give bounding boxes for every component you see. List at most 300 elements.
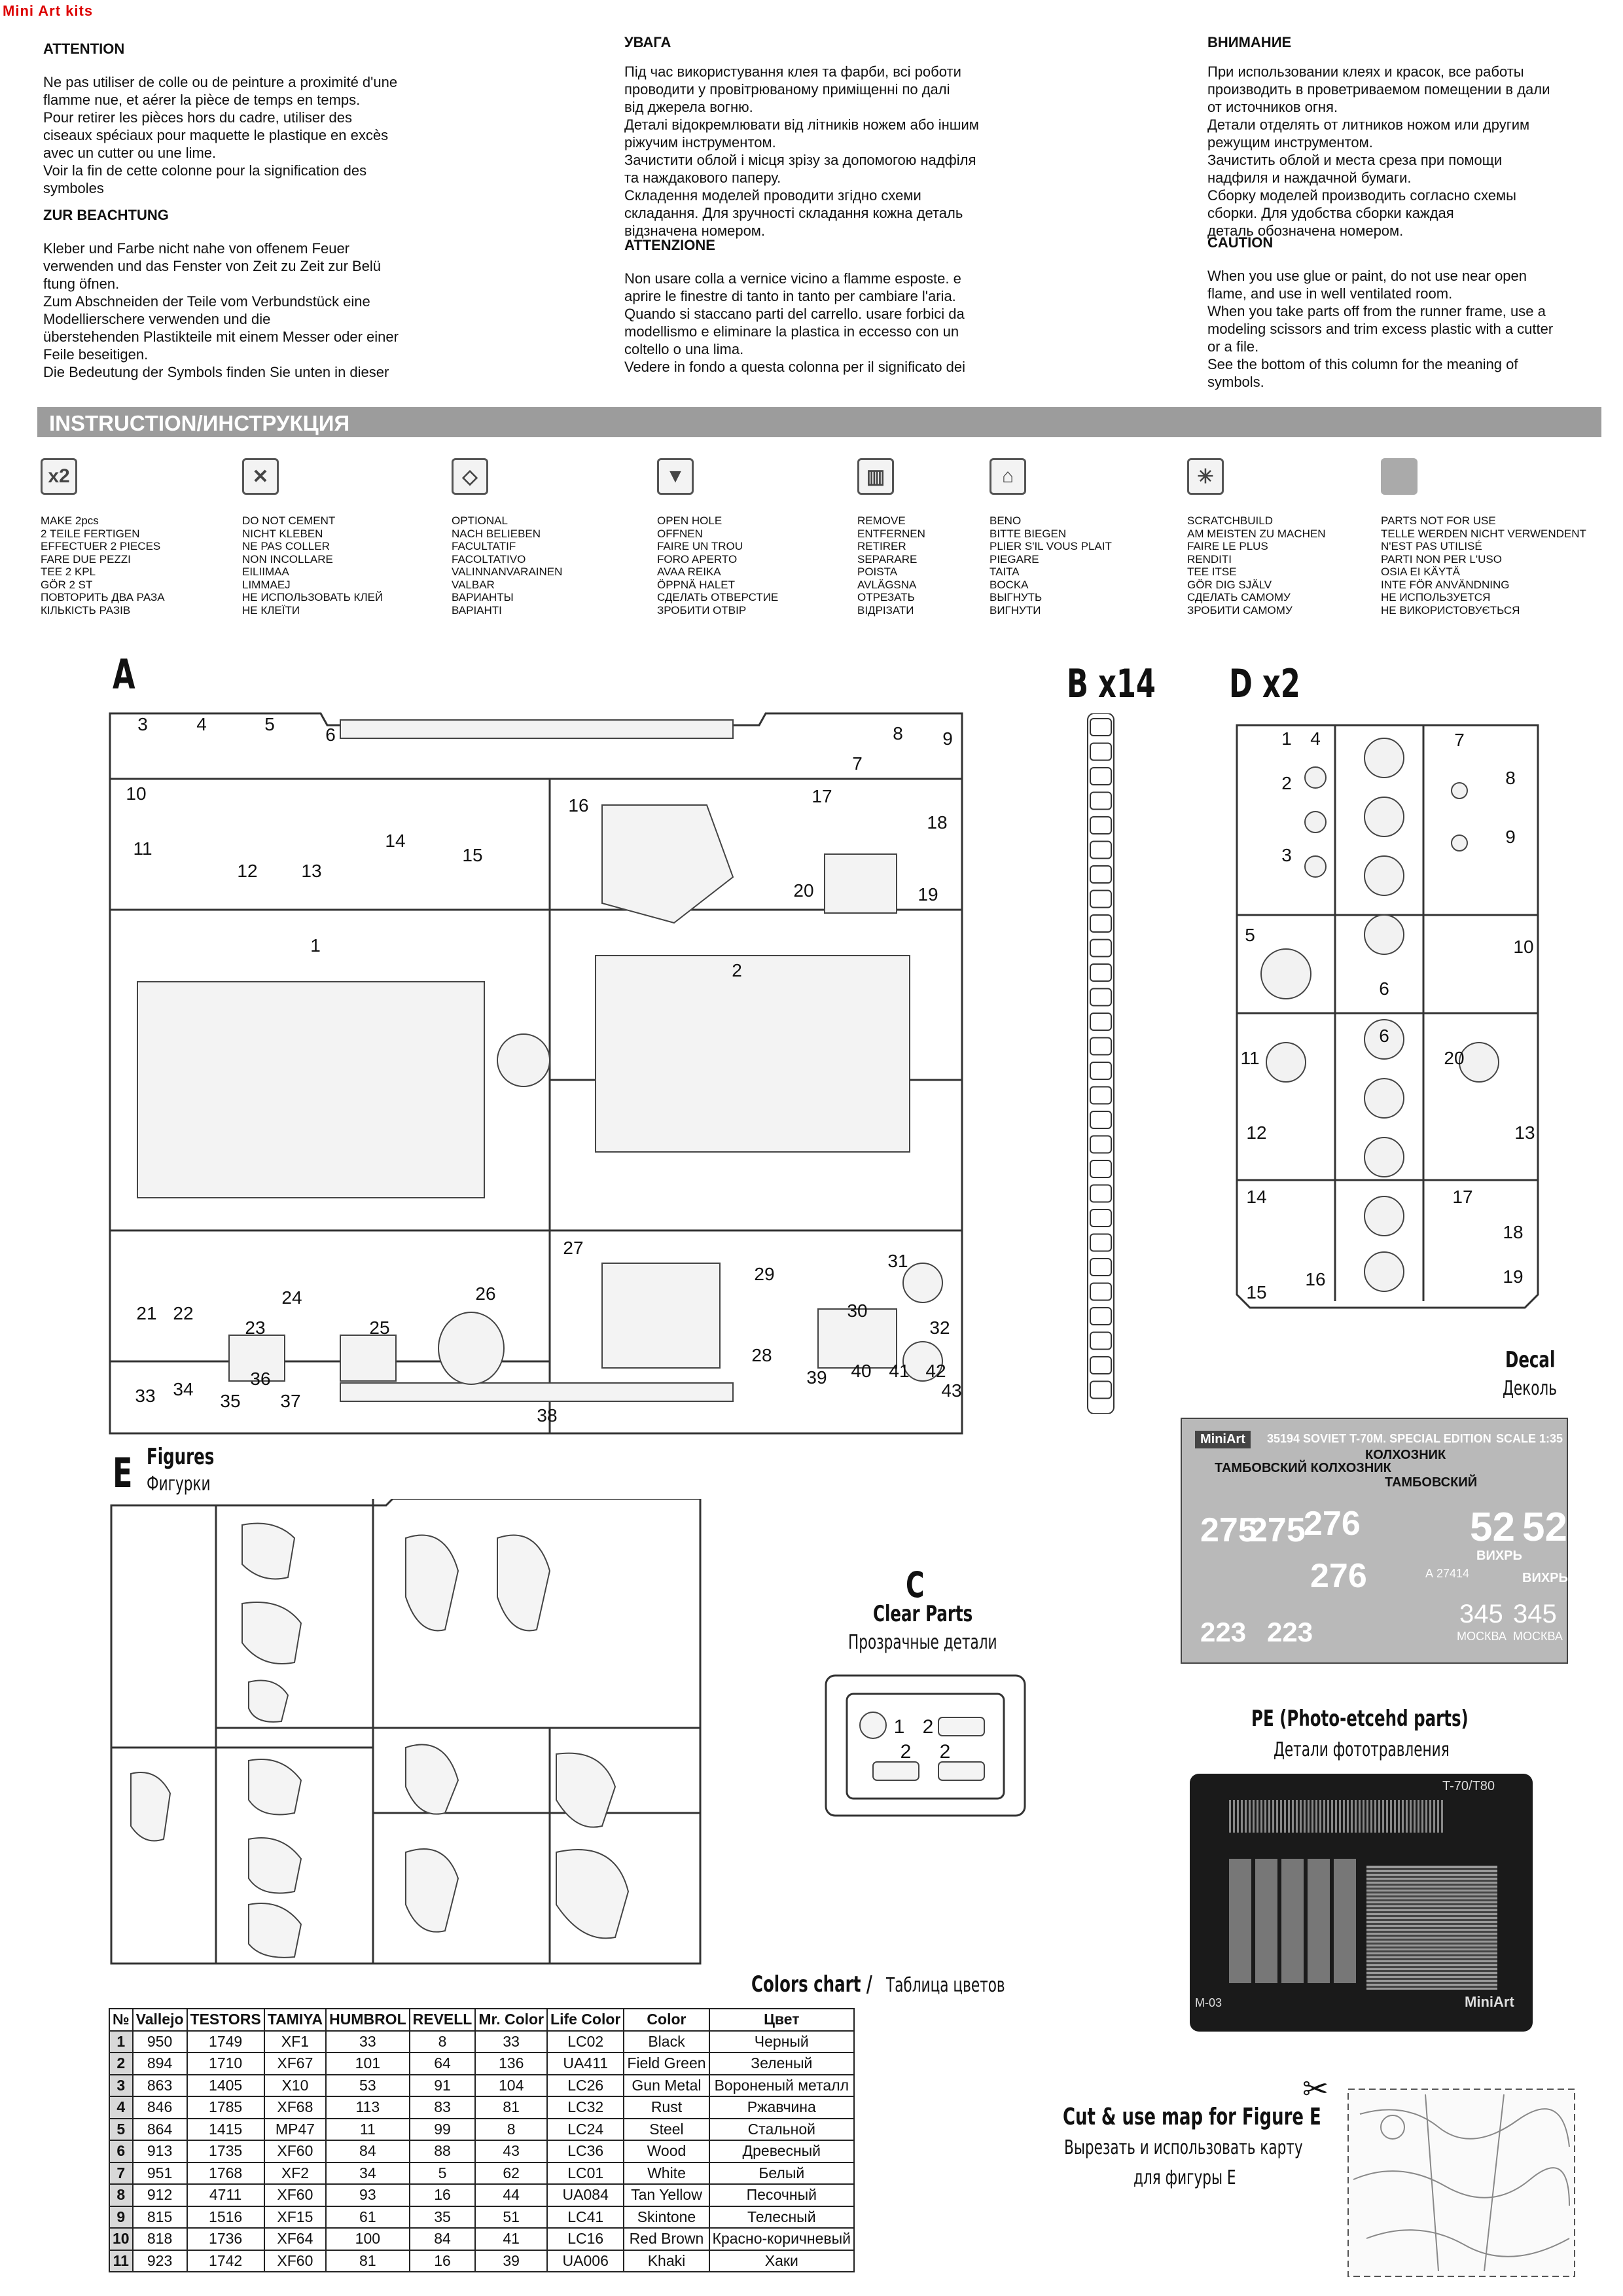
table-cell: 33 xyxy=(326,2031,410,2053)
table-cell: 1736 xyxy=(187,2228,264,2250)
part-number: 3 xyxy=(1281,845,1292,865)
part-number: 6 xyxy=(1379,1026,1389,1046)
instruction-bar-label: INSTRUCTION/ИНСТРУКЦИЯ xyxy=(49,411,350,435)
part-number: 32 xyxy=(929,1318,950,1338)
decal-marking: 52 xyxy=(1470,1505,1515,1550)
symbol-text: SCRATCHBUILD AM MEISTEN ZU MACHEN FAIRE LE PLUS RENDITI TEE ITSE GÖR DIG SJÄLV СДЕЛАТЬ САМОМУ ЗРОБИТИ САМОМУ xyxy=(1187,514,1326,617)
table-cell: 64 xyxy=(410,2053,476,2075)
sprue-d-label: D x2 xyxy=(1229,661,1300,707)
part-a25 xyxy=(340,1335,396,1381)
table-cell: 16 xyxy=(410,2250,476,2272)
table-cell: 863 xyxy=(133,2075,187,2097)
part-a38 xyxy=(340,1383,733,1401)
part-number: 31 xyxy=(887,1251,908,1271)
part-number: 2 xyxy=(922,1716,934,1738)
note-title: ZUR BEACHTUNG xyxy=(43,207,169,223)
pe-strips xyxy=(1229,1859,1360,1983)
table-cell: Wood xyxy=(624,2140,709,2162)
decal-marking: МОСКВА xyxy=(1457,1630,1507,1643)
note-zur-beachtung xyxy=(43,207,462,381)
column-header: Life Color xyxy=(547,2009,624,2031)
cut-map-image xyxy=(1347,2088,1576,2278)
part-number: 36 xyxy=(250,1369,271,1389)
part-number: 30 xyxy=(847,1300,868,1321)
track-link xyxy=(1090,1185,1111,1202)
decal-marking: 223 xyxy=(1267,1617,1313,1647)
table-cell: Вороненый металл xyxy=(709,2075,854,2097)
part-number: 19 xyxy=(918,884,938,905)
table-cell: 1710 xyxy=(187,2053,264,2075)
part-number: 2 xyxy=(939,1741,951,1763)
track-link xyxy=(1090,817,1111,834)
track-link xyxy=(1090,1308,1111,1325)
symbol-text: MAKE 2pcs 2 TEILE FERTIGEN EFFECTUER 2 PIECES FARE DUE PEZZI TEE 2 KPL GÖR 2 ST ПОВТОРИТЬ ДВА РАЗА КІЛЬКІСТЬ РАЗІВ xyxy=(41,514,165,617)
table-cell: 43 xyxy=(475,2140,547,2162)
table-cell: 136 xyxy=(475,2053,547,2075)
decal-marking: МОСКВА xyxy=(1513,1630,1563,1643)
table-row xyxy=(109,2162,854,2185)
part-number: 4 xyxy=(1310,728,1321,749)
table-cell: UA411 xyxy=(547,2053,624,2075)
table-cell: LC32 xyxy=(547,2096,624,2119)
decal-marking: 275 xyxy=(1249,1511,1306,1549)
part-number: 34 xyxy=(173,1379,194,1399)
table-cell: XF67 xyxy=(264,2053,326,2075)
note-body: При использовании клеях и красок, все работы производить в проветриваемом помещении в дали от источников огня. Детали отделять от литников ножом или другим режущим инструментом. Зачистить облой и места среза при помощи надфиля и наждачной бумаги. Сборку моделей производить согласно схемы сборки. Для удобства сборки каждая деталь обозначена номером. xyxy=(1207,63,1550,239)
part-number: 6 xyxy=(1379,978,1389,999)
table-cell: 5 xyxy=(410,2162,476,2185)
table-cell: 864 xyxy=(133,2119,187,2141)
track-link xyxy=(1090,1382,1111,1399)
colors-chart-title: Colors chart / xyxy=(751,1971,872,1998)
sprue-b-track-links xyxy=(1084,713,1118,1414)
table-cell: 1742 xyxy=(187,2250,264,2272)
table-row xyxy=(109,2119,854,2141)
table-header-row xyxy=(109,2009,854,2031)
decal-title-ru: Деколь xyxy=(1503,1377,1557,1400)
column-header: TAMIYA xyxy=(264,2009,326,2031)
table-cell: 113 xyxy=(326,2096,410,2119)
part-number: 15 xyxy=(1246,1282,1267,1302)
scratchbuild-icon: ✳ xyxy=(1187,458,1224,495)
cut-map-ru2: для фигуры E xyxy=(1133,2166,1236,2189)
colors-chart-title-ru: Таблица цветов xyxy=(886,1974,1005,1997)
pe-code: M-03 xyxy=(1195,1996,1222,2009)
table-cell: Черный xyxy=(709,2031,854,2053)
table-cell: Skintone xyxy=(624,2206,709,2229)
row-number: 1 xyxy=(109,2031,133,2053)
part-number: 8 xyxy=(1505,768,1516,788)
table-cell: 1415 xyxy=(187,2119,264,2141)
note-body: Non usare colla a vernice vicino a flamme esposte. e aprire le finestre di tanto in tanto per cambiare l'aria. Quando si staccano parti del carrello. usare forbici da modellismo e eliminare la plastica in eccesso con un coltello o una lima. Vedere in fondo a questa colonna per il significato dei xyxy=(624,270,966,375)
part-number: 13 xyxy=(1514,1122,1535,1143)
remove-icon: ▥ xyxy=(857,458,894,495)
table-cell: 91 xyxy=(410,2075,476,2097)
sprue-c-title: Clear Parts xyxy=(873,1601,973,1627)
table-cell: XF60 xyxy=(264,2250,326,2272)
track-link xyxy=(1090,1210,1111,1227)
part-number: 2 xyxy=(732,960,742,980)
table-row xyxy=(109,2206,854,2229)
part-number: 7 xyxy=(1454,730,1465,750)
symbol-remove xyxy=(857,458,925,617)
symbol-parts-not-used xyxy=(1381,458,1586,617)
note-vnimanie xyxy=(1207,34,1600,240)
symbol-scratchbuild xyxy=(1187,458,1326,617)
symbol-optional xyxy=(452,458,562,617)
part-number: 2 xyxy=(900,1741,912,1763)
column-header: TESTORS xyxy=(187,2009,264,2031)
part-a26 xyxy=(438,1312,504,1384)
table-cell: 101 xyxy=(326,2053,410,2075)
part-number: 14 xyxy=(1246,1187,1267,1207)
watermark-logo: Mini Art kits xyxy=(3,3,94,19)
table-cell: 1405 xyxy=(187,2075,264,2097)
table-cell: XF15 xyxy=(264,2206,326,2229)
table-cell: 1735 xyxy=(187,2140,264,2162)
note-caution xyxy=(1207,234,1600,391)
sprue-e-letter: E xyxy=(113,1449,133,1497)
table-cell: 100 xyxy=(326,2228,410,2250)
row-number: 4 xyxy=(109,2096,133,2119)
table-cell: 950 xyxy=(133,2031,187,2053)
table-cell: 35 xyxy=(410,2206,476,2229)
table-cell: 81 xyxy=(326,2250,410,2272)
table-cell: 99 xyxy=(410,2119,476,2141)
colors-chart-heading xyxy=(751,1971,1005,1998)
table-cell: Gun Metal xyxy=(624,2075,709,2097)
part-number: 18 xyxy=(1503,1222,1524,1242)
column-header: HUMBROL xyxy=(326,2009,410,2031)
table-cell: 1785 xyxy=(187,2096,264,2119)
column-header: Vallejo xyxy=(133,2009,187,2031)
track-link xyxy=(1090,1062,1111,1079)
part-number: 11 xyxy=(133,838,152,859)
part-number: 1 xyxy=(893,1716,905,1738)
table-cell: 41 xyxy=(475,2228,547,2250)
note-attention xyxy=(43,41,462,197)
part-a27 xyxy=(602,1263,720,1368)
table-row xyxy=(109,2184,854,2206)
track-link xyxy=(1090,989,1111,1006)
table-cell: Белый xyxy=(709,2162,854,2185)
note-attenzione xyxy=(624,237,1043,376)
part-number: 37 xyxy=(280,1391,301,1411)
part-number: 14 xyxy=(385,831,406,851)
table-cell: 44 xyxy=(475,2184,547,2206)
part-number: 28 xyxy=(751,1345,772,1365)
part-number: 21 xyxy=(136,1303,157,1323)
make-two-icon: x2 xyxy=(41,458,77,495)
track-link xyxy=(1090,842,1111,859)
track-link xyxy=(1090,940,1111,957)
symbol-no-cement xyxy=(242,458,383,617)
decal-marking: ВИХРЬ xyxy=(1522,1571,1568,1585)
decal-marking: 345 xyxy=(1459,1600,1503,1628)
table-row xyxy=(109,2031,854,2053)
part-a1-hull xyxy=(137,982,484,1198)
track-link xyxy=(1090,719,1111,736)
bend-icon: ⌂ xyxy=(990,458,1026,495)
part-number: 4 xyxy=(196,714,207,734)
decal-header: 35194 SOVIET T-70M. SPECIAL EDITION xyxy=(1267,1432,1491,1445)
table-cell: 93 xyxy=(326,2184,410,2206)
table-cell: LC26 xyxy=(547,2075,624,2097)
pe-model: T-70/T80 xyxy=(1442,1779,1495,1793)
table-cell: Древесный xyxy=(709,2140,854,2162)
note-body: Під час використування клея та фарби, всі роботи проводити у провітрюваному приміщенні по далі від джерела вогню. Деталі відокремлювати від літників ножем або іншим ріжучим інструментом. Зачистити облой і місця зрізу за допомогою надфіля та наждакового паперу. Складення моделей проводити згідно схеми складання. Для зручності складання кожна деталь відзначена номером. xyxy=(624,63,979,239)
scissors-icon: ✂ xyxy=(1302,2072,1329,2107)
decal-scale: SCALE 1:35 xyxy=(1496,1432,1563,1445)
table-cell: Black xyxy=(624,2031,709,2053)
table-cell: 951 xyxy=(133,2162,187,2185)
track-link xyxy=(1090,768,1111,785)
table-cell: 16 xyxy=(410,2184,476,2206)
part-number: 10 xyxy=(1513,937,1534,957)
table-cell: UA006 xyxy=(547,2250,624,2272)
table-cell: 8 xyxy=(475,2119,547,2141)
table-cell: 104 xyxy=(475,2075,547,2097)
part-number: 25 xyxy=(369,1318,390,1338)
table-cell: 34 xyxy=(326,2162,410,2185)
column-header: Color xyxy=(624,2009,709,2031)
note-title: CAUTION xyxy=(1207,234,1274,251)
part-number: 26 xyxy=(475,1283,496,1304)
table-cell: LC01 xyxy=(547,2162,624,2185)
part-number: 17 xyxy=(1452,1187,1473,1207)
part-number: 7 xyxy=(852,753,863,774)
table-cell: 913 xyxy=(133,2140,187,2162)
row-number: 2 xyxy=(109,2053,133,2075)
symbol-text: BENO BITTE BIEGEN PLIER S'IL VOUS PLAIT PIEGARE TAITA BOCKA ВЫГНУТЬ ВИГНУТИ xyxy=(990,514,1112,617)
note-body: When you use glue or paint, do not use near open flame, and use in well ventilated room. When you take parts off from the runner frame, use a modeling scissors and trim excess plastic with a cutter or a file. See the bottom of this column for the meaning of symbols. xyxy=(1207,268,1554,390)
sprue-a-diagram xyxy=(98,707,982,1440)
part-number: 20 xyxy=(1444,1048,1465,1068)
table-cell: 39 xyxy=(475,2250,547,2272)
row-number: 8 xyxy=(109,2184,133,2206)
table-cell: 62 xyxy=(475,2162,547,2185)
table-cell: Steel xyxy=(624,2119,709,2141)
track-link xyxy=(1090,1136,1111,1153)
table-cell: Field Green xyxy=(624,2053,709,2075)
table-cell: XF60 xyxy=(264,2184,326,2206)
decal-marking: ВИХРЬ xyxy=(1476,1549,1522,1563)
part-number: 13 xyxy=(301,861,322,881)
pe-grille xyxy=(1229,1800,1445,1833)
table-cell: 815 xyxy=(133,2206,187,2229)
table-cell: 1516 xyxy=(187,2206,264,2229)
note-title: ВНИМАНИЕ xyxy=(1207,34,1292,50)
pe-fret xyxy=(1190,1774,1533,2032)
sprue-e-title-ru: Фигурки xyxy=(147,1473,211,1496)
table-cell: 33 xyxy=(475,2031,547,2053)
table-cell: Rust xyxy=(624,2096,709,2119)
track-link xyxy=(1090,891,1111,908)
pe-mesh xyxy=(1366,1865,1497,1990)
note-body: Kleber und Farbe nicht nahe von offenem Feuer verwenden und das Fenster von Zeit zu Zeit zur Belü ftung öfnen. Zum Abschneiden der Teile vom Verbundstück eine Modellierschere verwenden und die überstehenden Plastikteile mit einem Messer oder einer Feile beseitigen. Die Bedeutung der Symbols finden Sie unten in dieser xyxy=(43,240,399,380)
symbol-text: DO NOT CEMENT NICHT KLEBEN NE PAS COLLER NON INCOLLARE EILIIMAA LIMMAEJ НЕ ИСПОЛЬЗОВАТЬ КЛЕЙ НЕ КЛЕЇТИ xyxy=(242,514,383,617)
track-link xyxy=(1090,1259,1111,1276)
part-number: 12 xyxy=(237,861,258,881)
sprue-a-letter: A xyxy=(113,651,135,698)
table-cell: 894 xyxy=(133,2053,187,2075)
row-number: 3 xyxy=(109,2075,133,2097)
decal-marking: ТАМБОВСКИЙ КОЛХОЗНИК xyxy=(1215,1461,1391,1475)
table-cell: 912 xyxy=(133,2184,187,2206)
table-cell: XF64 xyxy=(264,2228,326,2250)
sprue-e-diagram xyxy=(105,1499,707,1977)
decal-marking: А 27414 xyxy=(1425,1567,1470,1580)
pe-title-ru: Детали фототравления xyxy=(1274,1738,1450,1761)
table-cell: 53 xyxy=(326,2075,410,2097)
symbol-make-two xyxy=(41,458,165,617)
part-number: 35 xyxy=(220,1391,241,1411)
instruction-bar xyxy=(37,407,1601,437)
part-number: 17 xyxy=(812,786,832,806)
sprue-c-title-ru: Прозрачные детали xyxy=(848,1631,997,1654)
part-number: 19 xyxy=(1503,1266,1524,1287)
row-number: 10 xyxy=(109,2228,133,2250)
column-header: Цвет xyxy=(709,2009,854,2031)
sprue-c-letter: C xyxy=(906,1564,925,1605)
open-hole-icon: ▼ xyxy=(657,458,694,495)
sprue-b-label: B x14 xyxy=(1067,661,1156,707)
track-link xyxy=(1090,866,1111,883)
track-link xyxy=(1090,1087,1111,1104)
table-cell: XF60 xyxy=(264,2140,326,2162)
optional-icon: ◇ xyxy=(452,458,488,495)
track-link xyxy=(1090,1038,1111,1055)
note-title: УВАГА xyxy=(624,34,671,50)
track-link xyxy=(1090,1013,1111,1030)
table-cell: LC16 xyxy=(547,2228,624,2250)
part-number: 5 xyxy=(264,714,275,734)
table-cell: Khaki xyxy=(624,2250,709,2272)
table-cell: 818 xyxy=(133,2228,187,2250)
table-cell: Песочный xyxy=(709,2184,854,2206)
column-header: REVELL xyxy=(410,2009,476,2031)
part-number: 16 xyxy=(568,795,589,816)
part-number: 24 xyxy=(281,1287,302,1308)
decal-marking: ТАМБОВСКИЙ xyxy=(1385,1475,1478,1490)
part-number: 23 xyxy=(245,1318,266,1338)
track-link xyxy=(1090,1357,1111,1374)
row-number: 9 xyxy=(109,2206,133,2229)
table-cell: Хаки xyxy=(709,2250,854,2272)
symbol-text: REMOVE ENTFERNEN RETIRER SEPARARE POISTA AVLÄGSNA ОТРЕЗАТЬ ВІДРІЗАТИ xyxy=(857,514,925,617)
part-number: 33 xyxy=(135,1386,156,1406)
part-number: 43 xyxy=(941,1380,962,1401)
part-number: 9 xyxy=(942,728,953,749)
table-cell: MP47 xyxy=(264,2119,326,2141)
sprue-e-title: Figures xyxy=(147,1444,215,1470)
no-cement-icon: ✕ xyxy=(242,458,279,495)
decal-marking: 276 xyxy=(1304,1505,1361,1543)
row-number: 11 xyxy=(109,2250,133,2272)
table-cell: X10 xyxy=(264,2075,326,2097)
decal-marking: 345 xyxy=(1513,1600,1557,1628)
table-cell: Зеленый xyxy=(709,2053,854,2075)
decal-marking: 52 xyxy=(1522,1505,1567,1550)
table-row xyxy=(109,2250,854,2272)
decal-marking: 223 xyxy=(1200,1617,1247,1647)
table-cell: LC36 xyxy=(547,2140,624,2162)
table-cell: 88 xyxy=(410,2140,476,2162)
part-number: 6 xyxy=(325,725,336,745)
part-number: 38 xyxy=(537,1405,558,1426)
colors-table xyxy=(109,2008,855,2272)
symbol-open-hole xyxy=(657,458,778,617)
part-number: 39 xyxy=(806,1367,827,1388)
row-number: 7 xyxy=(109,2162,133,2185)
table-cell: Tan Yellow xyxy=(624,2184,709,2206)
table-cell: XF68 xyxy=(264,2096,326,2119)
table-cell: 1749 xyxy=(187,2031,264,2053)
parts-not-used-icon xyxy=(1381,458,1418,495)
table-cell: 83 xyxy=(410,2096,476,2119)
table-cell: XF2 xyxy=(264,2162,326,2185)
row-number: 5 xyxy=(109,2119,133,2141)
table-cell: 51 xyxy=(475,2206,547,2229)
part-number: 40 xyxy=(851,1361,872,1381)
track-link xyxy=(1090,1333,1111,1350)
part-number: 42 xyxy=(925,1361,946,1381)
table-cell: Телесный xyxy=(709,2206,854,2229)
track-link xyxy=(1090,1160,1111,1177)
track-link xyxy=(1090,793,1111,810)
table-cell: LC02 xyxy=(547,2031,624,2053)
table-cell: 84 xyxy=(410,2228,476,2250)
table-row xyxy=(109,2075,854,2097)
symbol-text: PARTS NOT FOR USE TELLE WERDEN NICHT VERWENDENT N'EST PAS UTILISÉ PARTI NON PER L'USO OSIA EI KÄYTÄ INTE FÖR ANVÄNDNING НЕ ИСПОЛЬЗУЕТСЯ НЕ ВИКОРИСТОВУЄТЬСЯ xyxy=(1381,514,1586,617)
table-cell: 84 xyxy=(326,2140,410,2162)
symbol-text: OPEN HOLE OFFNEN FAIRE UN TROU FORO APERTO AVAA REIKA ÖPPNÄ HALET СДЕЛАТЬ ОТВЕРСТИЕ ЗРОБИТИ ОТВІР xyxy=(657,514,779,617)
table-cell: Ржавчина xyxy=(709,2096,854,2119)
part-a16 xyxy=(602,805,733,923)
table-cell: Red Brown xyxy=(624,2228,709,2250)
track-link xyxy=(1090,915,1111,932)
part-number: 1 xyxy=(1281,728,1292,749)
decal-marking: 276 xyxy=(1310,1557,1367,1595)
decal-sheet xyxy=(1181,1418,1568,1664)
note-body: Ne pas utiliser de colle ou de peinture a proximité d'une flamme nue, et aérer la pièce de temps en temps. Pour retirer les pièces hors du cadre, utiliser des ciseaux spéciaux pour maquette le plastique en excès avec un cutter ou une lime. Voir la fin de cette colonne pour la signification des symboles xyxy=(43,74,398,196)
part-number: 1 xyxy=(310,935,321,956)
table-cell: 1768 xyxy=(187,2162,264,2185)
part-number: 5 xyxy=(1245,925,1255,945)
decal-title: Decal xyxy=(1505,1347,1556,1373)
part-a2-hull-top xyxy=(596,956,910,1152)
table-row xyxy=(109,2096,854,2119)
note-title: ATTENZIONE xyxy=(624,237,715,253)
part-number: 29 xyxy=(754,1264,775,1284)
track-link xyxy=(1090,964,1111,981)
table-cell: 846 xyxy=(133,2096,187,2119)
track-link xyxy=(1090,1234,1111,1251)
table-cell: Стальной xyxy=(709,2119,854,2141)
part-a6 xyxy=(340,720,733,738)
table-row xyxy=(109,2140,854,2162)
part-number: 41 xyxy=(889,1361,910,1381)
cut-map-ru1: Вырезать и использовать карту xyxy=(1064,2136,1303,2159)
track-link xyxy=(1090,1111,1111,1128)
track-link xyxy=(1090,744,1111,761)
table-cell: UA084 xyxy=(547,2184,624,2206)
part-number: 15 xyxy=(462,845,483,865)
column-header: № xyxy=(109,2009,133,2031)
part-a31 xyxy=(903,1263,942,1302)
part-number: 9 xyxy=(1505,827,1516,847)
note-uvaga xyxy=(624,34,1043,240)
